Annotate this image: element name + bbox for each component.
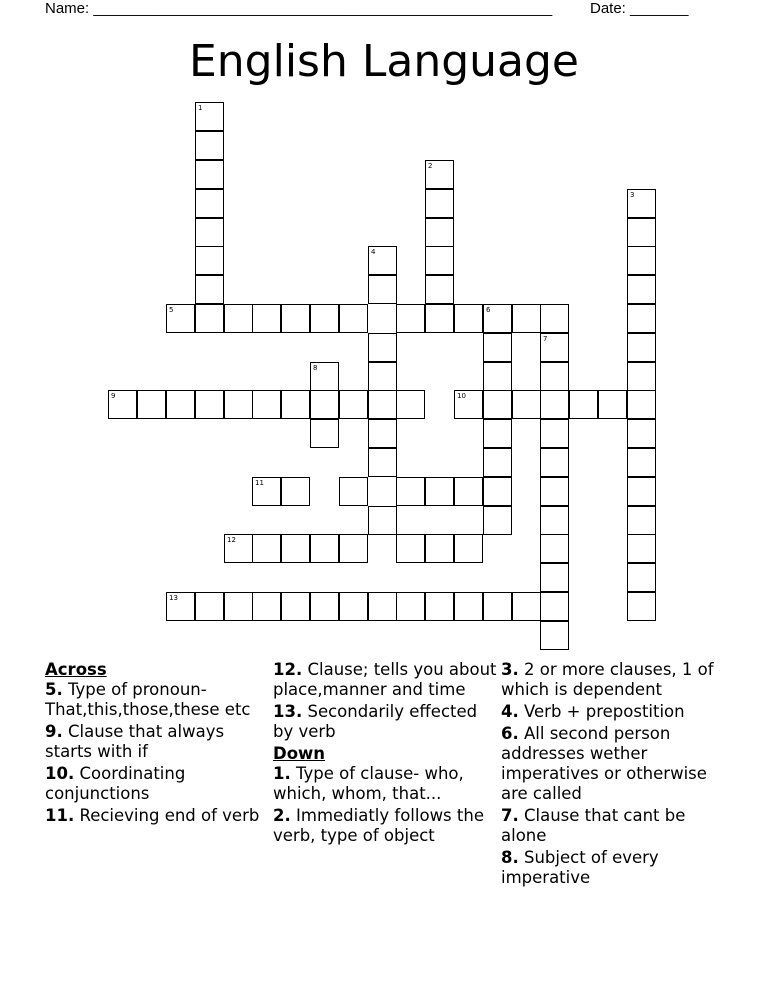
clue-number: 6. bbox=[501, 724, 519, 743]
grid-cell[interactable] bbox=[195, 275, 224, 304]
clue-number: 11. bbox=[45, 806, 75, 825]
grid-cell[interactable] bbox=[368, 390, 397, 419]
grid-cell[interactable] bbox=[224, 390, 253, 419]
grid-cell[interactable] bbox=[310, 534, 339, 563]
clue-number: 10. bbox=[45, 764, 75, 783]
clue-down-3 bbox=[501, 660, 731, 700]
grid-cell[interactable] bbox=[310, 304, 339, 333]
clue-down-4 bbox=[501, 702, 731, 722]
grid-cell[interactable] bbox=[425, 592, 454, 621]
grid-cell[interactable] bbox=[252, 304, 281, 333]
grid-cell[interactable] bbox=[166, 304, 195, 333]
grid-cell[interactable] bbox=[166, 390, 195, 419]
grid-cell[interactable] bbox=[627, 419, 656, 448]
grid-cell[interactable] bbox=[195, 160, 224, 189]
grid-cell[interactable] bbox=[425, 304, 454, 333]
cell-number: 7 bbox=[543, 335, 548, 343]
cell-number: 4 bbox=[371, 248, 376, 256]
grid-cell[interactable] bbox=[224, 534, 253, 563]
grid-cell[interactable] bbox=[396, 390, 425, 419]
grid-cell[interactable] bbox=[540, 304, 569, 333]
grid-cell[interactable] bbox=[368, 275, 397, 304]
clue-number: 13. bbox=[273, 702, 303, 721]
cell-number: 10 bbox=[457, 392, 466, 400]
cell-number: 3 bbox=[630, 191, 635, 199]
clues-column-3 bbox=[501, 660, 731, 890]
grid-cell[interactable] bbox=[281, 592, 310, 621]
grid-cell[interactable] bbox=[195, 189, 224, 218]
cell-number: 5 bbox=[169, 306, 174, 314]
grid-cell[interactable] bbox=[483, 419, 512, 448]
grid-cell[interactable] bbox=[540, 563, 569, 592]
grid-cell[interactable] bbox=[195, 102, 224, 131]
grid-cell[interactable] bbox=[425, 160, 454, 189]
grid-cell[interactable] bbox=[454, 304, 483, 333]
clue-text: Clause; tells you about place,manner and time bbox=[273, 660, 497, 699]
grid-cell[interactable] bbox=[512, 390, 541, 419]
grid-cell[interactable] bbox=[310, 419, 339, 448]
grid-cell[interactable] bbox=[627, 275, 656, 304]
clue-number: 9. bbox=[45, 722, 63, 741]
grid-cell[interactable] bbox=[483, 333, 512, 362]
cell-number: 1 bbox=[198, 104, 203, 112]
clue-number: 1. bbox=[273, 764, 291, 783]
grid-cell[interactable] bbox=[310, 592, 339, 621]
clue-across-11 bbox=[45, 806, 270, 826]
clue-across-9 bbox=[45, 722, 270, 762]
page-title: English Language bbox=[188, 36, 579, 87]
cell-number: 11 bbox=[255, 479, 264, 487]
grid-cell[interactable] bbox=[339, 304, 368, 333]
clue-number: 8. bbox=[501, 848, 519, 867]
grid-cell[interactable] bbox=[540, 448, 569, 477]
clue-number: 5. bbox=[45, 680, 63, 699]
clue-number: 3. bbox=[501, 660, 519, 679]
grid-cell[interactable] bbox=[195, 592, 224, 621]
grid-cell[interactable] bbox=[540, 621, 569, 650]
cell-number: 6 bbox=[486, 306, 491, 314]
grid-cell[interactable] bbox=[540, 477, 569, 506]
clue-across-5 bbox=[45, 680, 270, 720]
grid-cell[interactable] bbox=[540, 506, 569, 535]
grid-cell[interactable] bbox=[627, 592, 656, 621]
grid-cell[interactable] bbox=[627, 534, 656, 563]
grid-cell[interactable] bbox=[483, 448, 512, 477]
grid-cell[interactable] bbox=[396, 304, 425, 333]
grid-cell[interactable] bbox=[252, 390, 281, 419]
clue-text: Clause that cant be alone bbox=[501, 806, 686, 845]
clue-down-2 bbox=[273, 806, 498, 846]
grid-cell[interactable] bbox=[627, 362, 656, 391]
grid-cell[interactable] bbox=[310, 362, 339, 391]
grid-cell[interactable] bbox=[339, 592, 368, 621]
grid-cell[interactable] bbox=[137, 390, 166, 419]
grid-cell[interactable] bbox=[454, 390, 483, 419]
grid-cell[interactable] bbox=[368, 448, 397, 477]
grid-cell[interactable] bbox=[569, 390, 598, 419]
grid-cell[interactable] bbox=[252, 534, 281, 563]
grid-cell[interactable] bbox=[425, 534, 454, 563]
grid-cell[interactable] bbox=[627, 246, 656, 275]
clue-text: Immediatly follows the verb, type of object bbox=[273, 806, 484, 845]
grid-cell[interactable] bbox=[108, 390, 137, 419]
grid-cell[interactable] bbox=[627, 563, 656, 592]
grid-cell[interactable] bbox=[425, 275, 454, 304]
grid-cell[interactable] bbox=[627, 333, 656, 362]
grid-cell[interactable] bbox=[627, 506, 656, 535]
grid-cell[interactable] bbox=[627, 448, 656, 477]
clue-number: 2. bbox=[273, 806, 291, 825]
across-heading: Across bbox=[45, 660, 107, 679]
clue-across-12 bbox=[273, 660, 498, 700]
clue-text: Secondarily effected by verb bbox=[273, 702, 478, 741]
grid-cell[interactable] bbox=[195, 246, 224, 275]
grid-cell[interactable] bbox=[454, 534, 483, 563]
grid-cell[interactable] bbox=[540, 390, 569, 419]
clue-down-6 bbox=[501, 724, 731, 804]
grid-cell[interactable] bbox=[310, 390, 339, 419]
grid-cell[interactable] bbox=[396, 477, 425, 506]
clue-across-13 bbox=[273, 702, 498, 742]
grid-cell[interactable] bbox=[224, 592, 253, 621]
clue-down-8 bbox=[501, 848, 731, 888]
clue-number: 7. bbox=[501, 806, 519, 825]
grid-cell[interactable] bbox=[540, 362, 569, 391]
down-heading: Down bbox=[273, 744, 326, 763]
cell-number: 9 bbox=[111, 392, 116, 400]
grid-cell[interactable] bbox=[483, 592, 512, 621]
clue-text: Type of clause- who, which, whom, that... bbox=[273, 764, 464, 803]
grid-cell[interactable] bbox=[627, 189, 656, 218]
clue-text: Type of pronoun- That,this,those,these etc bbox=[45, 680, 251, 719]
clue-across-10 bbox=[45, 764, 270, 804]
clue-text: Recieving end of verb bbox=[79, 806, 260, 825]
clue-down-1 bbox=[273, 764, 498, 804]
clue-number: 12. bbox=[273, 660, 303, 679]
grid-cell[interactable] bbox=[396, 592, 425, 621]
grid-cell[interactable] bbox=[368, 419, 397, 448]
grid-cell[interactable] bbox=[425, 218, 454, 247]
clue-down-7 bbox=[501, 806, 731, 846]
grid-cell[interactable] bbox=[483, 304, 512, 333]
grid-cell[interactable] bbox=[540, 592, 569, 621]
grid-cell[interactable] bbox=[483, 506, 512, 535]
cell-number: 12 bbox=[227, 536, 236, 544]
grid-cell[interactable] bbox=[425, 246, 454, 275]
date-field[interactable]: Date: _______ bbox=[590, 0, 689, 17]
grid-cell[interactable] bbox=[627, 218, 656, 247]
grid-cell[interactable] bbox=[224, 304, 253, 333]
grid-cell[interactable] bbox=[598, 390, 627, 419]
grid-cell[interactable] bbox=[627, 390, 656, 419]
clue-text: Verb + prepostition bbox=[524, 702, 685, 721]
cell-number: 2 bbox=[428, 162, 433, 170]
grid-cell[interactable] bbox=[281, 534, 310, 563]
grid-cell[interactable] bbox=[540, 333, 569, 362]
grid-cell[interactable] bbox=[454, 477, 483, 506]
grid-cell[interactable] bbox=[368, 333, 397, 362]
clues-column-1 bbox=[45, 660, 270, 828]
grid-cell[interactable] bbox=[368, 362, 397, 391]
grid-cell[interactable] bbox=[281, 477, 310, 506]
name-field[interactable]: Name: _______________________________________________________ bbox=[45, 0, 553, 17]
grid-cell[interactable] bbox=[339, 534, 368, 563]
grid-cell[interactable] bbox=[281, 304, 310, 333]
grid-cell[interactable] bbox=[483, 362, 512, 391]
clue-text: Coordinating conjunctions bbox=[45, 764, 186, 803]
clue-text: Subject of every imperative bbox=[501, 848, 659, 887]
grid-cell[interactable] bbox=[540, 534, 569, 563]
grid-cell[interactable] bbox=[425, 477, 454, 506]
grid-cell[interactable] bbox=[252, 592, 281, 621]
grid-cell[interactable] bbox=[627, 304, 656, 333]
grid-cell[interactable] bbox=[195, 304, 224, 333]
grid-cell[interactable] bbox=[195, 390, 224, 419]
grid-cell[interactable] bbox=[195, 218, 224, 247]
grid-cell[interactable] bbox=[368, 506, 397, 535]
grid-cell[interactable] bbox=[483, 390, 512, 419]
grid-cell[interactable] bbox=[339, 390, 368, 419]
cell-number: 13 bbox=[169, 594, 178, 602]
grid-cell[interactable] bbox=[540, 419, 569, 448]
grid-cell[interactable] bbox=[483, 477, 512, 506]
grid-cell[interactable] bbox=[425, 189, 454, 218]
clue-number: 4. bbox=[501, 702, 519, 721]
grid-cell[interactable] bbox=[512, 304, 541, 333]
grid-cell[interactable] bbox=[396, 534, 425, 563]
grid-cell[interactable] bbox=[339, 477, 368, 506]
grid-cell[interactable] bbox=[368, 246, 397, 275]
grid-cell[interactable] bbox=[281, 390, 310, 419]
grid-cell[interactable] bbox=[195, 131, 224, 160]
grid-cell[interactable] bbox=[512, 592, 541, 621]
grid-cell[interactable] bbox=[627, 477, 656, 506]
clue-text: All second person addresses wether imperatives or otherwise are called bbox=[501, 724, 707, 803]
clue-text: Clause that always starts with if bbox=[45, 722, 225, 761]
cell-number: 8 bbox=[313, 364, 318, 372]
clues-column-2 bbox=[273, 660, 498, 848]
grid-cell[interactable] bbox=[252, 477, 281, 506]
grid-cell[interactable] bbox=[454, 592, 483, 621]
grid-cell[interactable] bbox=[166, 592, 195, 621]
clue-text: 2 or more clauses, 1 of which is dependent bbox=[501, 660, 714, 699]
grid-cell[interactable] bbox=[368, 592, 397, 621]
